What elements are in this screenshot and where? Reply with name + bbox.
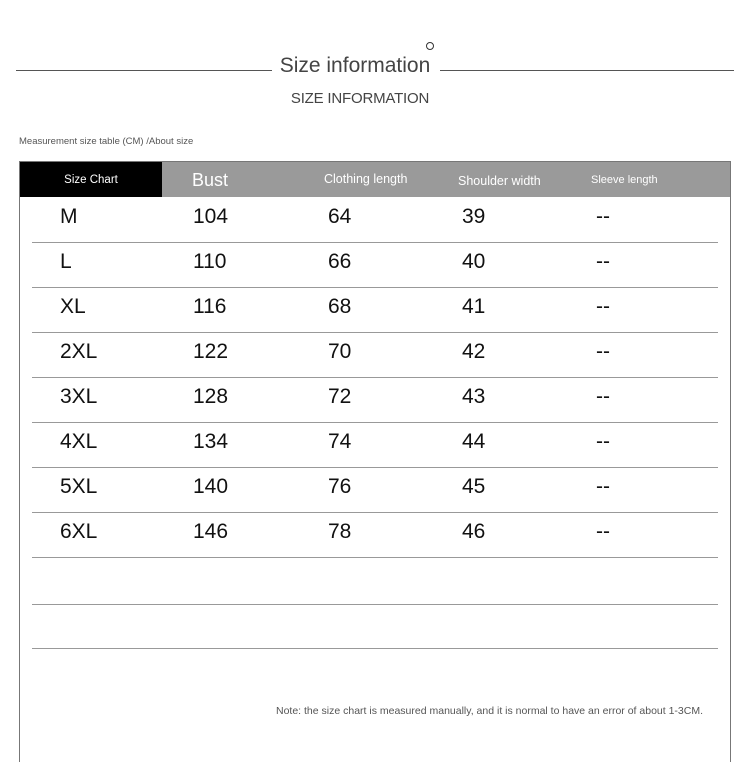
cell-clothing-length: 76 xyxy=(328,475,352,498)
header-clothing-length: Clothing length xyxy=(324,172,408,186)
table-row xyxy=(32,243,718,288)
cell-size: 2XL xyxy=(60,340,98,363)
table-row xyxy=(32,378,718,423)
cell-sleeve-length: -- xyxy=(596,430,610,453)
cell-bust: 116 xyxy=(193,295,227,318)
cell-clothing-length: 70 xyxy=(328,340,352,363)
row-divider xyxy=(32,557,718,558)
table-row xyxy=(32,333,718,378)
cell-bust: 146 xyxy=(193,520,229,543)
cell-size: M xyxy=(60,205,78,228)
cell-shoulder-width: 42 xyxy=(462,340,486,363)
cell-shoulder-width: 41 xyxy=(462,295,486,318)
size-table xyxy=(19,161,731,762)
table-caption: Measurement size table (CM) /About size xyxy=(19,136,194,147)
header-shoulder-width: Shoulder width xyxy=(458,174,541,188)
table-row xyxy=(32,198,718,243)
cell-clothing-length: 72 xyxy=(328,385,352,408)
header-size-chart: Size Chart xyxy=(20,162,162,197)
cell-sleeve-length: -- xyxy=(596,205,610,228)
cell-clothing-length: 68 xyxy=(328,295,352,318)
table-row xyxy=(32,423,718,468)
cell-bust: 134 xyxy=(193,430,229,453)
cell-clothing-length: 66 xyxy=(328,250,352,273)
cell-shoulder-width: 40 xyxy=(462,250,486,273)
table-row xyxy=(32,468,718,513)
table-row xyxy=(32,513,718,558)
cell-bust: 110 xyxy=(193,250,227,273)
cell-shoulder-width: 46 xyxy=(462,520,486,543)
cell-shoulder-width: 44 xyxy=(462,430,486,453)
page-title: Size information xyxy=(279,54,431,77)
cell-bust: 122 xyxy=(193,340,229,363)
empty-row-divider xyxy=(32,604,718,605)
cell-sleeve-length: -- xyxy=(596,385,610,408)
cell-clothing-length: 78 xyxy=(328,520,352,543)
cell-sleeve-length: -- xyxy=(596,295,610,318)
cell-bust: 128 xyxy=(193,385,229,408)
cell-sleeve-length: -- xyxy=(596,250,610,273)
cell-size: L xyxy=(60,250,72,273)
cell-size: 5XL xyxy=(60,475,98,498)
table-header xyxy=(20,162,730,197)
cell-shoulder-width: 45 xyxy=(462,475,486,498)
cell-shoulder-width: 39 xyxy=(462,205,486,228)
cell-size: 4XL xyxy=(60,430,98,453)
page-subtitle: SIZE INFORMATION xyxy=(290,90,430,107)
cell-bust: 140 xyxy=(193,475,229,498)
cell-size: XL xyxy=(60,295,86,318)
cell-sleeve-length: -- xyxy=(596,475,610,498)
header-sleeve-length: Sleeve length xyxy=(591,174,658,186)
cell-sleeve-length: -- xyxy=(596,340,610,363)
cell-clothing-length: 74 xyxy=(328,430,352,453)
cell-size: 6XL xyxy=(60,520,98,543)
cell-sleeve-length: -- xyxy=(596,520,610,543)
size-note: Note: the size chart is measured manually, and it is normal to have an error of about 1-3CM. xyxy=(276,705,704,717)
header-bust: Bust xyxy=(192,170,229,190)
cell-clothing-length: 64 xyxy=(328,205,352,228)
cell-size: 3XL xyxy=(60,385,98,408)
cell-shoulder-width: 43 xyxy=(462,385,486,408)
empty-row-divider xyxy=(32,648,718,649)
ring-icon xyxy=(426,42,434,50)
cell-bust: 104 xyxy=(193,205,229,228)
table-row xyxy=(32,288,718,333)
